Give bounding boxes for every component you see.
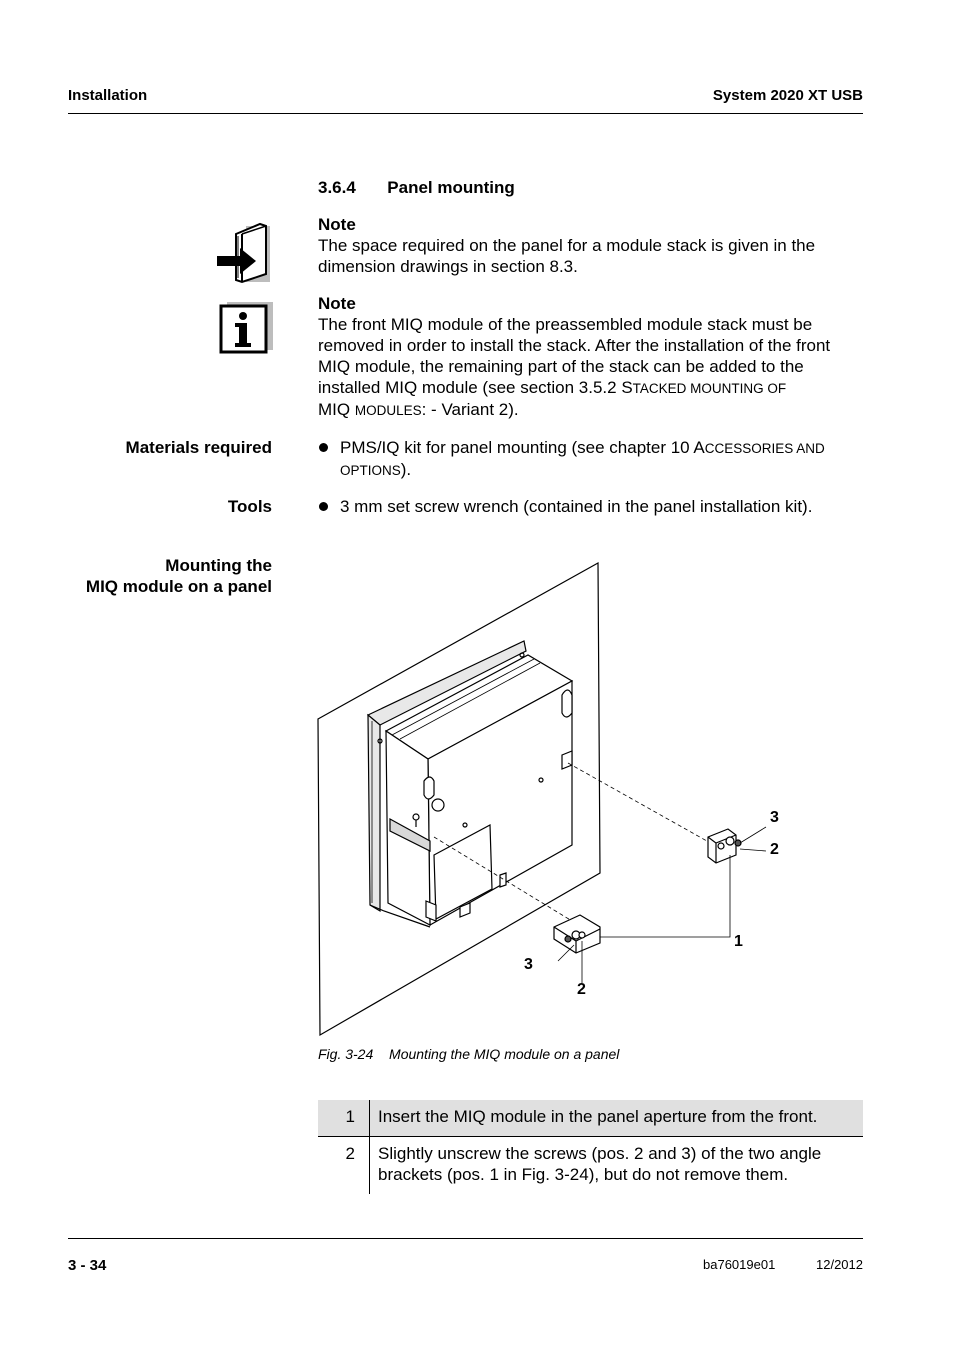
page-number: 3 - 34 <box>68 1257 107 1274</box>
note-line: installed MIQ module (see section 3.5.2 STACKED MOUNTING OF <box>318 378 787 397</box>
callout-3-lower: 3 <box>524 956 533 973</box>
header-rule <box>68 113 863 114</box>
note-text: The space required on the panel for a module stack is given in the dimension drawings in section 8.3. <box>318 236 816 276</box>
info-icon <box>219 300 275 356</box>
figure-caption <box>318 1046 619 1062</box>
table-row <box>318 1137 863 1195</box>
step-number: 1 <box>318 1100 370 1137</box>
footer-rule <box>68 1238 863 1239</box>
tools-item: 3 mm set screw wrench (contained in the panel installation kit). <box>340 497 813 516</box>
callout-2-lower: 2 <box>577 981 586 998</box>
table-row <box>318 1100 863 1137</box>
cross-reference-smallcaps: MODULES <box>354 403 422 418</box>
note-heading: Note <box>318 215 356 234</box>
book-reference-icon <box>214 220 274 284</box>
cross-reference-smallcaps: TACKED MOUNTING OF <box>632 381 787 396</box>
tools-label: Tools <box>227 497 272 516</box>
step-text: Slightly unscrew the screws (pos. 2 and 3) of the two angle brackets (pos. 1 in Fig. 3-24), but do not remove them. <box>378 1144 822 1184</box>
callout-3-upper: 3 <box>770 809 779 826</box>
step-text: Insert the MIQ module in the panel aperture from the front. <box>370 1100 864 1137</box>
step-number: 2 <box>318 1137 370 1195</box>
bullet-icon <box>319 443 328 452</box>
note-line: removed in order to install the stack. After the installation of the front <box>318 336 831 355</box>
mounting-label: Mounting the MIQ module on a panel <box>85 556 272 596</box>
materials-required-label: Materials required <box>125 438 272 457</box>
figure-caption-text: Mounting the MIQ module on a panel <box>389 1046 620 1062</box>
section-title: Panel mounting <box>387 178 515 197</box>
note-line: MIQ module, the remaining part of the stack can be added to the <box>318 357 804 376</box>
note-information <box>318 293 863 421</box>
figure-number: Fig. 3-24 <box>318 1046 374 1062</box>
note-line: The front MIQ module of the preassembled module stack must be <box>318 315 813 334</box>
callout-1: 1 <box>734 933 743 950</box>
note-reference <box>318 214 863 277</box>
document-id: ba76019e01 <box>703 1257 776 1272</box>
steps-table <box>318 1100 863 1194</box>
document-date: 12/2012 <box>816 1257 863 1272</box>
header-product-name: System 2020 XT USB <box>712 87 863 104</box>
bullet-icon <box>319 502 328 511</box>
note-line: MIQ MODULES: - Variant 2). <box>318 400 519 419</box>
panel-mounting-drawing <box>310 555 810 1045</box>
section-number: 3.6.4 <box>318 178 356 197</box>
section-heading <box>318 178 515 198</box>
note-heading: Note <box>318 294 356 313</box>
materials-item: PMS/IQ kit for panel mounting (see chapter 10 ACCESSORIES AND OPTIONS). <box>340 438 825 479</box>
callout-2-upper: 2 <box>770 841 779 858</box>
header-section-title: Installation <box>68 87 148 104</box>
